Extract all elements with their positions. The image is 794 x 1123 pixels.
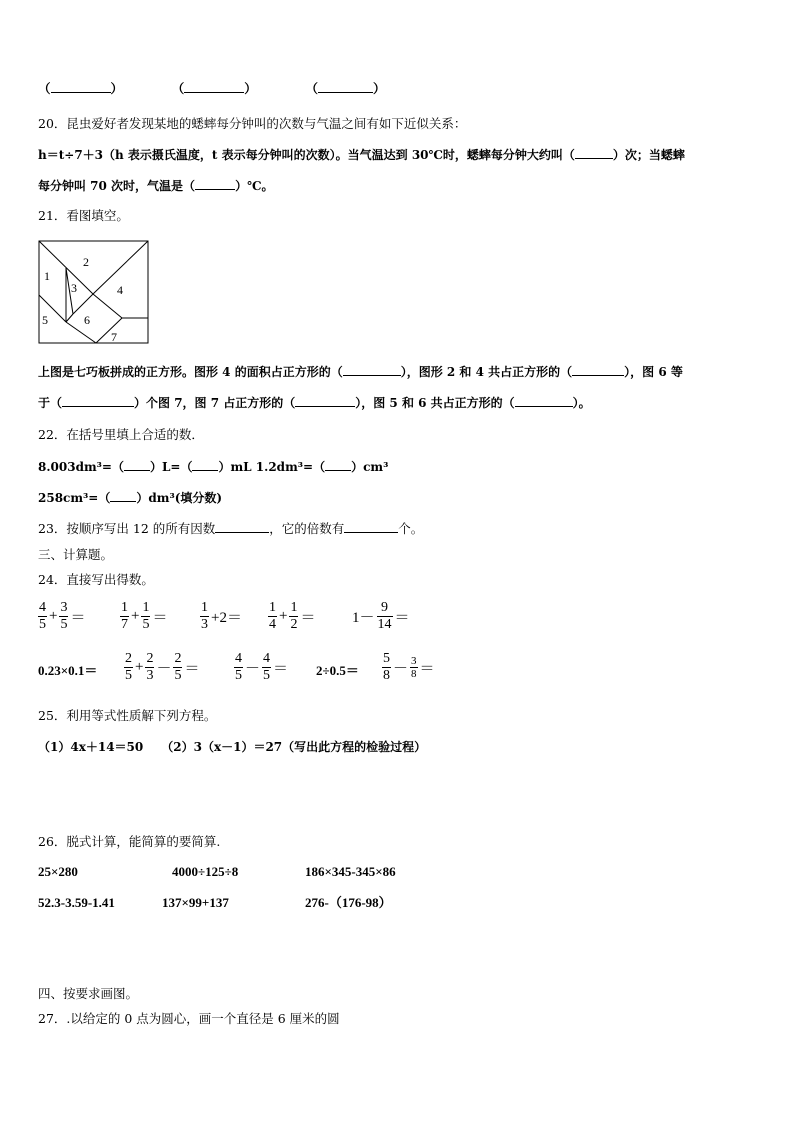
answer-blank[interactable]	[572, 363, 624, 376]
paren-close: ）	[373, 81, 386, 96]
answer-blank[interactable]	[325, 458, 351, 471]
fraction: $\frac{9}{14}$	[377, 600, 392, 632]
q22-text: ）cm³	[351, 460, 389, 474]
q23-line	[38, 520, 423, 538]
q22-text: ）dm³(填分数)	[136, 491, 223, 505]
q26-item: 52.3-3.59-1.41	[38, 895, 115, 910]
q24-expr-4: $\frac{1}{4}$ + $\frac{1}{2}$ ＝	[269, 600, 316, 632]
q21-text: 于（	[38, 396, 63, 410]
q23-text: ，它的倍数有	[269, 521, 345, 536]
paren-close: ）	[110, 81, 124, 96]
section3-heading: 三、计算题。	[38, 547, 114, 562]
q24-expr-2: $\frac{1}{7}$ + $\frac{1}{5}$ ＝	[121, 600, 168, 632]
answer-blank[interactable]	[62, 394, 134, 407]
q22-line1	[38, 458, 388, 476]
tangram-label-7: 7	[111, 330, 117, 344]
q22-text: 258cm³=（	[38, 491, 111, 505]
q24-expr-10: $\frac{5}{8}$ － $\frac{3}{8}$ ＝	[383, 651, 435, 683]
section4-heading: 四、按要求画图。	[38, 986, 139, 1001]
q21-text: ），图 5 和 6 共占正方形的（	[355, 396, 515, 410]
fraction: $\frac{3}{8}$	[411, 655, 417, 680]
answer-blank[interactable]	[51, 80, 111, 93]
q26-item: 186×345-345×86	[305, 864, 396, 879]
q20-line2	[38, 146, 685, 164]
q26-item: 25×280	[38, 864, 78, 879]
answer-blank[interactable]	[344, 520, 398, 533]
tangram-line-67	[96, 318, 122, 343]
answer-blank[interactable]	[575, 146, 613, 159]
q26-title: 26．脱式计算，能简算的要简算.	[38, 834, 221, 849]
answer-blank[interactable]	[124, 458, 150, 471]
q21-text: ）个图 7，图 7 占正方形的（	[134, 396, 296, 410]
fraction: $\frac{5}{8}$	[383, 651, 390, 683]
q21-text: ），图形 2 和 4 共占正方形的（	[400, 365, 573, 379]
q22-line2	[38, 489, 222, 507]
fraction: $\frac{1}{7}$	[121, 600, 128, 632]
fraction: $\frac{2}{5}$	[125, 651, 132, 683]
q24-expr-9: 2÷0.5＝	[316, 663, 359, 678]
q24-expr-8: $\frac{4}{5}$ － $\frac{4}{5}$ ＝	[235, 651, 289, 683]
tangram-line-36	[73, 294, 93, 314]
q23-text: 个。	[398, 521, 424, 536]
fraction: $\frac{4}{5}$	[263, 651, 271, 683]
tangram-line-46	[93, 294, 122, 318]
paren-open: （	[305, 81, 319, 96]
q22-text: 8.003dm³=（	[38, 460, 124, 474]
answer-blank[interactable]	[295, 394, 355, 407]
answer-blank[interactable]	[343, 363, 401, 376]
q24-expr-5: 1－ $\frac{9}{14}$ ＝	[352, 600, 410, 632]
q24-title: 24．直接写出得数。	[38, 572, 154, 587]
q22-title: 22．在括号里填上合适的数．	[38, 427, 204, 442]
q26-item: 4000÷125÷8	[172, 864, 239, 879]
tangram-figure	[38, 240, 150, 344]
fraction: $\frac{4}{5}$	[39, 600, 46, 632]
q20-text: 每分钟叫 70 次时，气温是（	[38, 179, 196, 193]
q27-line: 27．.以给定的 0 点为圆心，画一个直径是 6 厘米的圆	[38, 1011, 340, 1026]
answer-blank[interactable]	[515, 394, 573, 407]
q25-line: （1）4x＋14＝50 （2）3（x－1）＝27（写出此方程的检验过程）	[38, 740, 427, 754]
q20-line3	[38, 177, 273, 195]
q22-text: ）L=（	[149, 460, 193, 474]
answer-blank[interactable]	[215, 520, 269, 533]
fraction: $\frac{4}{5}$	[235, 651, 242, 683]
q21-text: ）。	[572, 396, 591, 410]
q24-expr-3: $\frac{1}{3}$ +2＝	[201, 600, 242, 632]
answer-blank[interactable]	[318, 80, 373, 93]
tangram-label-6: 6	[84, 313, 90, 327]
q22-text: ）mL 1.2dm³=（	[218, 460, 326, 474]
tangram-label-3: 3	[71, 281, 77, 295]
fraction: $\frac{1}{4}$	[269, 600, 276, 632]
tangram-line-56	[66, 314, 73, 322]
q25-title: 25．利用等式性质解下列方程。	[38, 708, 217, 723]
fraction: $\frac{2}{3}$	[146, 651, 154, 683]
paren-open: （	[38, 81, 51, 96]
q24-expr-6: 0.23×0.1＝	[38, 663, 98, 678]
q20-text: ）℃。	[235, 179, 274, 193]
top-blanks-row	[38, 80, 386, 98]
fraction: $\frac{1}{2}$	[290, 600, 298, 632]
q21-line1	[38, 363, 683, 381]
tangram-label-5: 5	[42, 313, 48, 327]
tangram-label-1: 1	[44, 269, 50, 283]
answer-blank[interactable]	[192, 458, 218, 471]
q21-text: 上图是七巧板拼成的正方形。图形 4 的面积占正方形的（	[38, 365, 343, 379]
answer-blank[interactable]	[110, 489, 136, 502]
fraction: $\frac{2}{5}$	[174, 651, 182, 683]
paren-close: ）	[244, 81, 257, 96]
q26-item: 276-（176-98）	[305, 895, 392, 910]
q20-text: ）次；当蟋蟀	[612, 148, 685, 162]
q20-line1: 20．昆虫爱好者发现某地的蟋蟀每分钟叫的次数与气温之间有如下近似关系：	[38, 116, 467, 131]
tangram-label-4: 4	[117, 283, 123, 297]
q23-text: 23．按顺序写出 12 的所有因数	[38, 521, 216, 536]
q24-expr-1: $\frac{4}{5}$ + $\frac{3}{5}$ ＝	[39, 600, 86, 632]
answer-blank[interactable]	[195, 177, 235, 190]
q24-expr-7: $\frac{2}{5}$ + $\frac{2}{3}$ － $\frac{2}{5}$ ＝	[125, 651, 200, 683]
paren-open: （	[171, 81, 185, 96]
q26-item: 137×99+137	[162, 895, 229, 910]
fraction: $\frac{1}{5}$	[142, 600, 150, 632]
q21-text: ），图 6 等	[624, 365, 683, 379]
q21-line2	[38, 394, 591, 412]
tangram-line-6b	[66, 322, 96, 343]
q20-text: h＝t÷7＋3（h 表示摄氏温度，t 表示每分钟叫的次数）。当气温达到 30℃时，蟋蟀每分钟大约叫（	[38, 148, 575, 162]
q21-title: 21．看图填空。	[38, 208, 129, 223]
fraction: $\frac{3}{5}$	[60, 600, 68, 632]
answer-blank[interactable]	[184, 80, 244, 93]
fraction: $\frac{1}{3}$	[201, 600, 208, 632]
tangram-label-2: 2	[83, 255, 89, 269]
